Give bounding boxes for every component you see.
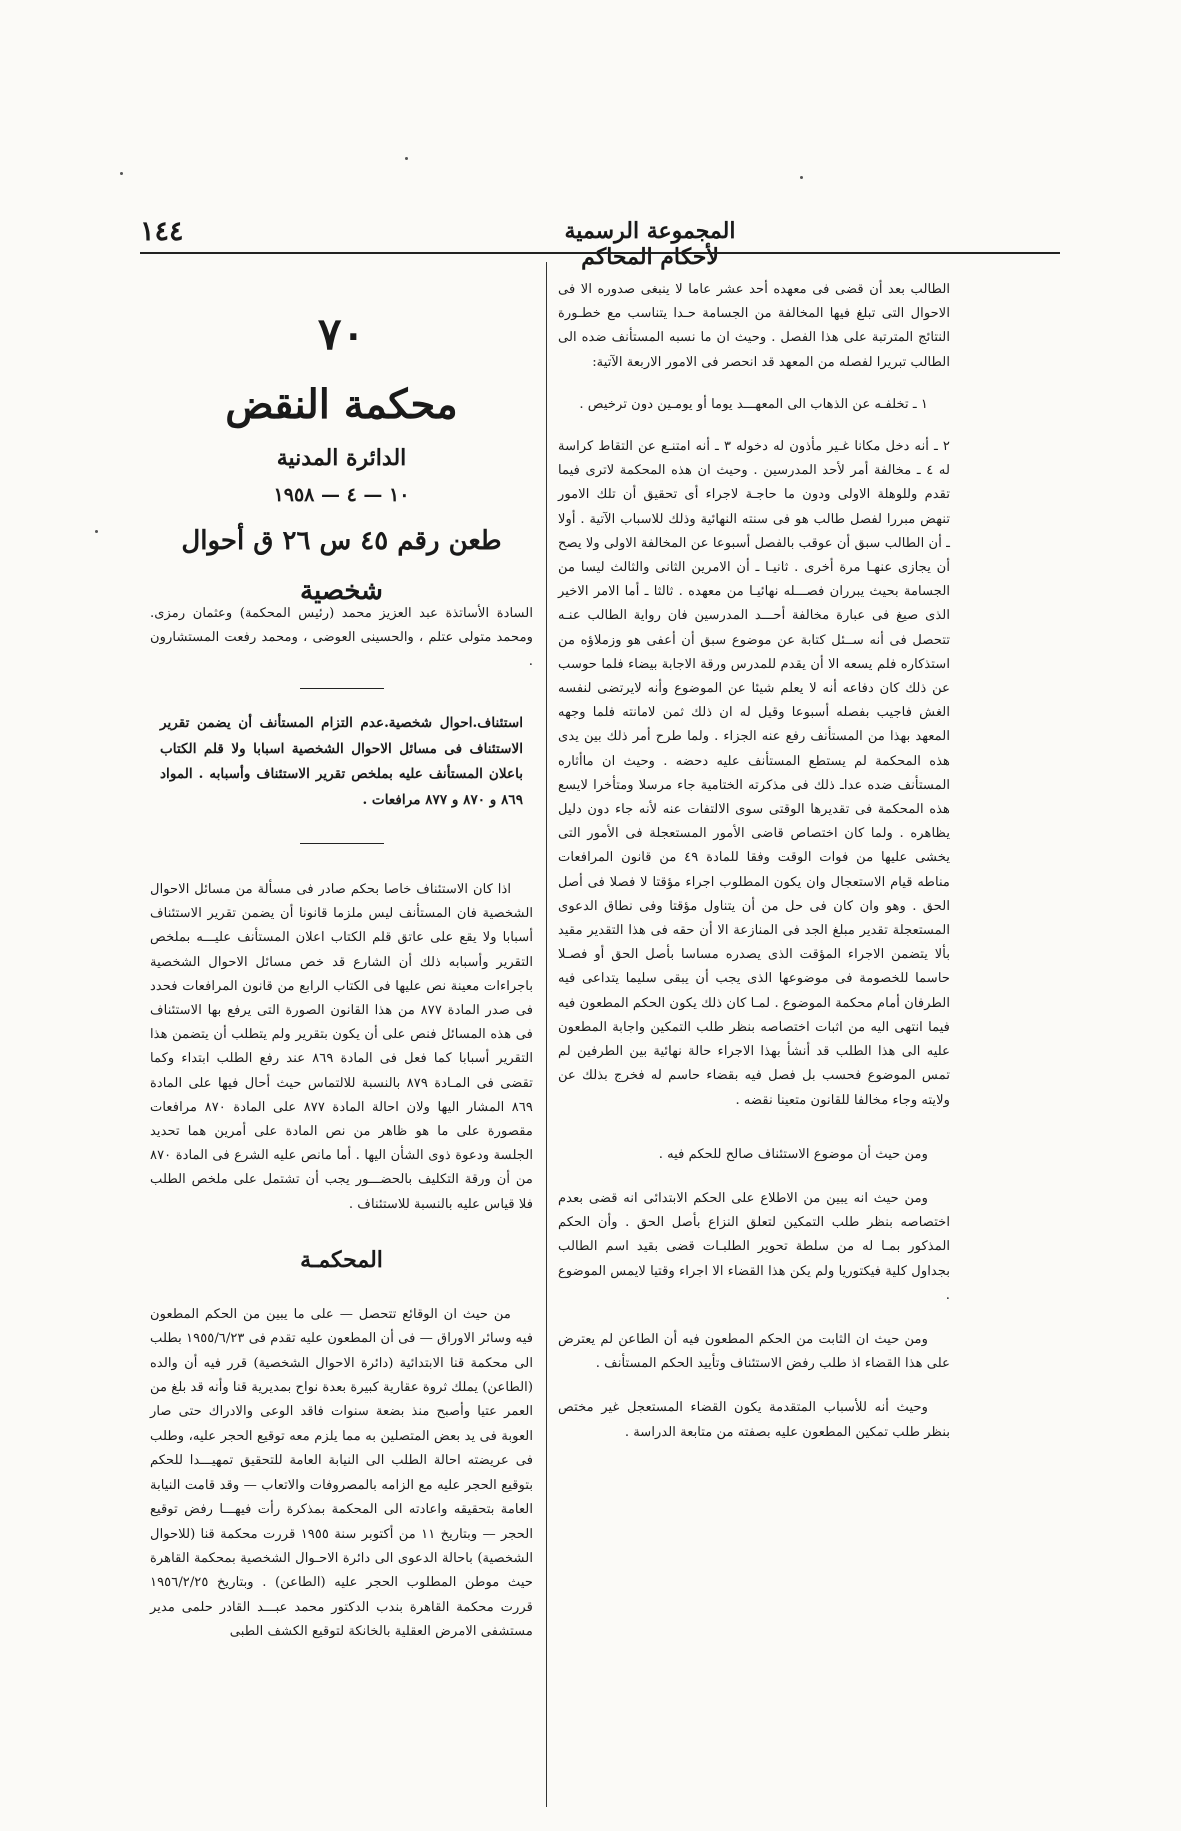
case-number: ٧٠	[317, 309, 366, 360]
scan-speck	[120, 172, 123, 175]
circuit-name: الدائرة المدنية	[276, 445, 407, 471]
paragraph-continuation: الطالب بعد أن قضى فى معهده أحد عشر عاما لا ينبغى صدوره الا فى الاحوال التى تبلغ فيها المخالفة من الجسامة حـدا يتناسب مع خطـورة النتائج المترتبة على هذا الفصل . وحيث ان ما نسبه المستأنف ضده الى الطالب تبريرا لفصله من المعهد قد انحصر فى الامور الاربعة الآتية:	[558, 282, 950, 370]
spacer	[558, 1113, 950, 1143]
decision-date: ١٠ — ٤ — ١٩٥٨	[273, 484, 410, 506]
paragraph-conclusion: وحيث أنه للأسباب المتقدمة يكون القضاء المستعجل غير مختص بنظر طلب تمكين المطعون عليه بصفته من متابعة الدراسة .	[558, 1400, 950, 1440]
column-divider	[546, 262, 547, 1807]
court-name: محكمة النقض	[225, 381, 458, 428]
facts-paragraph: من حيث ان الوقائع تتحصل — على ما يبين من الحكم المطعون فيه وسائر الاوراق — فى أن المطعون عليه تقدم فى ١٩٥٥/٦/٢٣ بطلب الى محكمة قنا الابتدائية (دائرة الاحوال الشخصية) قرر فيه أن والده (الطاعن) يملك ثروة عقارية كبيرة بعدة نواح بمديرية قنا وأنه قد بلغ من العمر عتيا وأصبح منذ بضعة سنوات فاقد الوعى والادراك حتى صار العوبة فى يد بعض المتصلين به مما يلزم معه توقيع الحجر عليه، وطلب فى عريضته احالة الطلب الى النيابة العامة للتحقيق تمهيـــدا للحكم بتوقيع الحجر عليه مع الزامه بالمصروفات والاتعاب — وقد قامت النيابة العامة بتحقيقه واعادته الى المحكمة بمذكرة رأت فيهـــا رفض توقيع الحجر — وبتاريخ ١١ من أكتوبر سنة ١٩٥٥ قررت محكمة قنا (للاحوال الشخصية) باحالة الدعوى الى دائرة الاحـوال الشخصية بمحكمة القاهرة حيث موطن المطلوب الحجر عليه (الطاعن) . وبتاريخ ١٩٥٦/٢/٢٥ قررت محكمة القاهرة بندب الدكتور محمد عبـــد القادر حلمى مدير مستشفى الامرض العقلية بالخانكة لتوقيع الكشف الطبى	[150, 1306, 534, 1640]
spacer	[558, 1308, 950, 1328]
running-title: المجموعة الرسمية لأحكام المحاكم	[564, 218, 736, 270]
spacer	[558, 1167, 950, 1187]
judges-panel: السادة الأساتذة عبد العزيز محمد (رئيس المحكمة) وعثمان رمزى. ومحمد متولى عتلم ، والحسينى العوضى ، ومحمد رفعت المستشارون .	[150, 606, 533, 669]
scan-speck	[800, 176, 803, 179]
separator-rule	[300, 688, 384, 689]
page-header	[140, 208, 1060, 270]
page-number: ١٤٤	[140, 216, 184, 247]
header-rule	[140, 252, 1060, 254]
headnote-summary: استئناف.احوال شخصية.عدم التزام المستأنف أن يضمن تقرير الاستئناف فى مسائل الاحوال الشخصية اسبابا ولا قلم الكتاب باعلان المستأنف عليه بملخص تقرير الاستئناف وأسبابه . المواد ٨٦٩ و ٨٧٠ و ٨٧٧ مرافعات .	[160, 715, 523, 808]
spacer	[558, 1376, 950, 1396]
legal-principle: اذا كان الاستئناف خاصا بحكم صادر فى مسألة من مسائل الاحوال الشخصية فان المستأنف ليس ملزما قانونا أن يضمن تقرير الاستئناف أسبابا ولا يقع على عاتق قلم الكتاب اعلان المستأنف عليـــه بملخص التقرير وأسبابه ذلك أن الشارع قد خص مسائل الاحوال الشخصية باجراءات معينة نص عليها فى الكتاب الرابع من قانون المرافعات فحدد فى صدر المادة ٨٧٧ من هذا القانون الصورة التى يرفع بها الاستئناف فى هذه المسائل فنص على أن يكون بتقرير ولم يتطلب أن يتضمن هذا التقرير أسبابا كما فعل فى المادة ٨٦٩ عند رفع الطلب ابتداء وكما تقضى فى المـادة ٨٧٩ بالنسبة للالتماس حيث أحال فيها على المادة ٨٦٩ المشار اليها ولان احالة المادة ٨٧٧ على المادة ٨٧٠ مرافعات مقصورة على ما هو ظاهر من نص المادة على أمرين هما تحديد الجلسة ودعوة ذوى الشأن اليها . أما مانص عليه الشرع فى المادة ٨٧٠ من أن ورقة التكليف بالحضـــور يجب أن تشتمل على ملخص الطلب فلا قياس عليه بالنسبة للاستئناف .	[150, 882, 533, 1212]
court-section-heading: المحكمـة	[300, 1246, 383, 1273]
paragraph-reasons: ٢ ـ أنه دخل مكانا غـير مأذون له دخوله ٣ ـ أنه امتنـع عن التقاط كراسة له ٤ ـ مخالفة أمر لأحد المدرسين . وحيث ان هذه المحكمة لاترى فيما تقدم وللوهلة الاولى ودون ما حاجـة لاجراء أى تحقيق أن تلك الامور تنهض مبررا لفصل طالب هو فى سنته النهائية وذلك للاسباب الآتية . أولا ـ أن الطالب سبق أن عوقب بالفصل أسبوعا عن المخالفة الاولى ولا يصح أن يجازى عنهـا مرة أخرى . ثانيـا ـ أن الامرين الثانى والثالث ليسا من الجسامة بحيث يبرران فصـــله نهائيـا من معهده . ثالثا ـ أما الامر الاخير الذى صيغ فى عبارة مخالفة أحـــد المدرسين فان رواية الطالب عنـه تتحصل فى أنه ســئل كتابة عن موضوع سبق أن أعفى هو وزملاؤه من استذكاره فلم يسعه الا أن يقدم للمدرس ورقة الاجابة بيضاء فلما حوسب عن ذلك كان دفاعه أنه لا يعلم شيئا عن الموضوع وأنه لايرتضى لنفسه الغش فاجيب بفصله أسبوعا وقيل له ان ذلك ثمن لامانته فلما وجهه المعهد بهذا من المستأنف رفع عنه الجزاء . ولما طرح أمر ذلك بين يدى هذه المحكمة لم يستطع المستأنف عليه دحضه . وحيث ان ماأثاره المستأنف ضده عداـ ذلك فى مذكرته الختامية جاء مرسلا ومتأخرا لايسع هذه المحكمة فى تقديرها الوقتى سوى الالتفات عنه لأنه جاء دون دليل يظاهره . ولما كان اختصاص قاضى الأمور المستعجلة فى الأمور التى يخشى عليها من فوات الوقت وفقا للمادة ٤٩ من قانون المرافعات مناطه قيام الاستعجال وان يكون المطلوب اجراء مؤقتا لا فصلا فى أصل الحق . وهو وان كان فى حل من أن يتناول مؤقتا وفى نطاق الدعوى المستعجلة تقدير مبلغ الجد فى المنازعة الا أن حقه فى هذا التقدير مقيد بألا يتضمن الاجراء المؤقت الذى يصدره مساسا بأصل الحق أو فصـلا حاسما للخصومة فى موضوعها الذى يجب أن يبقى سليما يتداعى فيه الطرفان أمام محكمة الموضوع . لمـا كان ذلك يكون الحكم المطعون فيه فيما انتهى اليه من اثبات اختصاصه بنظر طلب التمكين واجابة المطعون عليه الى هذا الطلب قد أنشأ بهذا الاجراء حالة نهائية بين الطرفين لم تمس الموضوع فحسب بل فصل فيه بقضاء حاسم له فخرج بذلك عن ولايته وجاء مخالفا للقانون متعينا نقضه .	[558, 439, 951, 1108]
separator-rule	[300, 843, 384, 844]
scan-speck	[95, 530, 98, 533]
left-column	[150, 268, 533, 1808]
scan-speck	[405, 157, 408, 160]
list-item-1: ١ ـ تخلفـه عن الذهاب الى المعهـــد يوما أو يومـين دون ترخيص .	[579, 396, 928, 412]
paragraph-first-instance: ومن حيث انه يبين من الاطلاع على الحكم الابتدائى انه قضى بعدم اختصاصه بنظر طلب التمكين لتعلق النزاع بأصل الحق . وأن الحكم المذكور بمـا له من سلطة تحوير الطلبـات قضى بقيد اسم الطالب بجداول كلية فيكتوريا ولم يكن هذا القضاء الا اجراء وقتيا لايمس الموضوع .	[558, 1190, 950, 1303]
paragraph-appeal-valid: ومن حيث أن موضوع الاستئناف صالح للحكم فيه .	[658, 1146, 928, 1162]
paragraph-established: ومن حيث ان الثابت من الحكم المطعون فيه أن الطاعن لم يعترض على هذا القضاء اذ طلب رفض الاستئناف وتأييد الحكم المستأنف .	[558, 1331, 950, 1372]
appeal-reference: طعن رقم ٤٥ س ٢٦ ق أحوال شخصية	[181, 526, 502, 606]
right-column	[558, 278, 950, 1808]
